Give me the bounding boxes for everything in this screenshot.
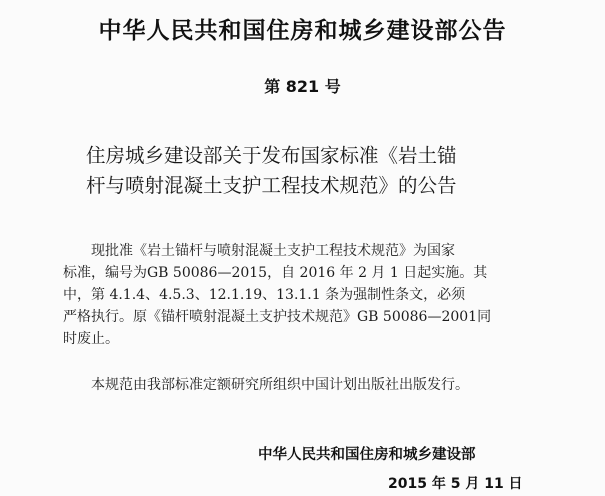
paragraph-line: 严格执行。原《锚杆喷射混凝土支护技术规范》GB 50086—2001同 — [63, 309, 492, 325]
announcement-title-line: 杆与喷射混凝土支护工程技术规范》的公告 — [86, 174, 457, 197]
paragraph-line: 时废止。 — [63, 331, 119, 347]
body-paragraph-approval — [63, 240, 561, 350]
paragraph-line: 中，第 4.1.4、4.5.3、12.1.19、13.1.1 条为强制性条文，必须 — [63, 287, 466, 303]
signoff-organization: 中华人民共和国住房和城乡建设部 — [258, 447, 476, 463]
signoff-date: 2015 年 5 月 11 日 — [388, 476, 523, 492]
body-paragraph-publication — [91, 374, 561, 396]
announcement-title-line: 住房城乡建设部关于发布国家标准《岩土锚 — [86, 144, 457, 167]
announcement-header-title: 中华人民共和国住房和城乡建设部公告 — [98, 18, 507, 44]
paragraph-line: 本规范由我部标准定额研究所组织中国计划出版社出版发行。 — [91, 377, 469, 393]
announcement-title — [86, 141, 526, 201]
announcement-number: 第 821 号 — [264, 77, 341, 96]
paragraph-line: 现批准《岩土锚杆与喷射混凝土支护工程技术规范》为国家 — [91, 243, 455, 259]
paragraph-line: 标准，编号为GB 50086—2015，自 2016 年 2 月 1 日起实施。其 — [63, 265, 488, 281]
